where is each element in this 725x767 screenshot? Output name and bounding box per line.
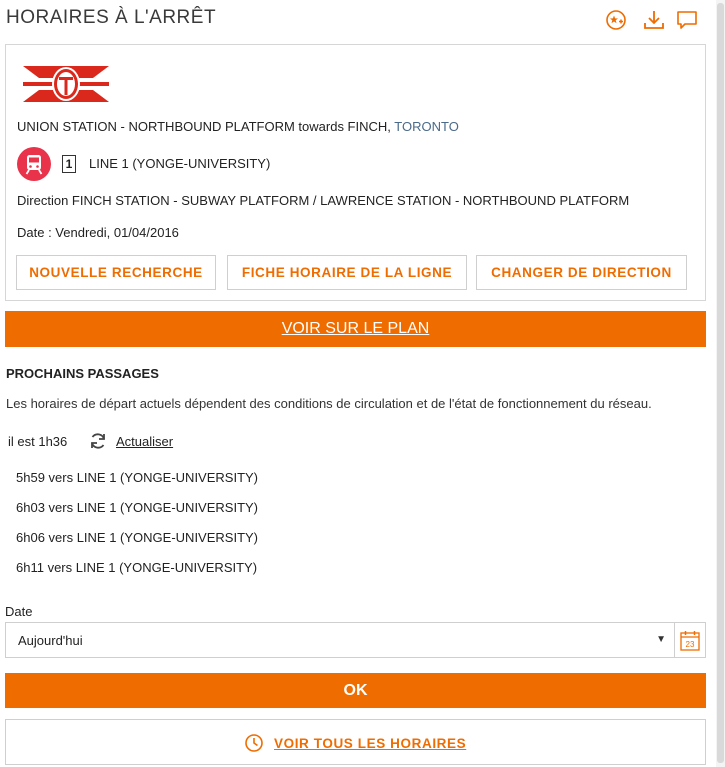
stop-name-text: UNION STATION - NORTHBOUND PLATFORM towards FINCH, xyxy=(17,119,395,134)
next-departures-title: PROCHAINS PASSAGES xyxy=(6,366,159,381)
ttc-logo-icon xyxy=(23,64,109,104)
departure-item: 5h59 vers LINE 1 (YONGE-UNIVERSITY) xyxy=(16,470,259,485)
departure-item: 6h03 vers LINE 1 (YONGE-UNIVERSITY) xyxy=(16,500,259,515)
dropdown-arrow-icon: ▼ xyxy=(656,634,666,645)
disclaimer-text: Les horaires de départ actuels dépendent des conditions de circulation et de l'état de fonctionnement du réseau. xyxy=(6,396,652,411)
scrollbar[interactable] xyxy=(716,0,725,767)
date-info xyxy=(17,225,179,240)
direction-value: FINCH STATION - SUBWAY PLATFORM / LAWRENCE STATION - NORTHBOUND PLATFORM xyxy=(71,193,630,208)
stop-info-card xyxy=(5,44,706,301)
favorite-star-icon[interactable] xyxy=(604,8,628,32)
line-schedule-button[interactable]: FICHE HORAIRE DE LA LIGNE xyxy=(227,255,467,290)
line-number-badge: 1 xyxy=(62,155,76,173)
feedback-icon[interactable] xyxy=(675,8,699,32)
date-select-value: Aujourd'hui xyxy=(18,633,83,648)
clock-icon xyxy=(244,733,264,753)
line-row xyxy=(17,147,617,183)
change-direction-button[interactable]: CHANGER DE DIRECTION xyxy=(476,255,687,290)
current-time: il est 1h36 xyxy=(8,434,68,449)
date-picker-label: Date xyxy=(5,604,33,619)
current-time-row xyxy=(8,432,308,452)
stop-name xyxy=(17,119,459,134)
calendar-day: 23 xyxy=(685,640,695,649)
line-name: LINE 1 (YONGE-UNIVERSITY) xyxy=(89,156,271,171)
page-header xyxy=(0,0,725,40)
subway-train-icon xyxy=(17,147,51,181)
calendar-icon xyxy=(680,630,700,651)
city-link[interactable]: TORONTO xyxy=(394,119,459,134)
all-times-label: VOIR TOUS LES HORAIRES xyxy=(274,736,467,751)
departure-item: 6h06 vers LINE 1 (YONGE-UNIVERSITY) xyxy=(16,530,259,545)
download-icon[interactable] xyxy=(642,8,666,32)
page-title: HORAIRES À L'ARRÊT xyxy=(6,7,217,28)
all-times-button[interactable] xyxy=(5,719,706,765)
scrollbar-thumb[interactable] xyxy=(717,3,724,763)
new-search-button[interactable]: NOUVELLE RECHERCHE xyxy=(16,255,216,290)
date-value: Vendredi, 01/04/2016 xyxy=(55,225,179,240)
date-label-text: Date : xyxy=(17,225,56,240)
direction-info xyxy=(17,193,629,208)
direction-label: Direction xyxy=(17,193,72,208)
view-map-button[interactable]: VOIR SUR LE PLAN xyxy=(5,311,706,347)
departure-item: 6h11 vers LINE 1 (YONGE-UNIVERSITY) xyxy=(16,560,258,575)
calendar-button[interactable] xyxy=(675,622,706,658)
ok-button[interactable]: OK xyxy=(5,673,706,708)
date-select[interactable] xyxy=(5,622,675,658)
refresh-icon[interactable] xyxy=(88,431,108,451)
refresh-link[interactable]: Actualiser xyxy=(116,434,174,449)
